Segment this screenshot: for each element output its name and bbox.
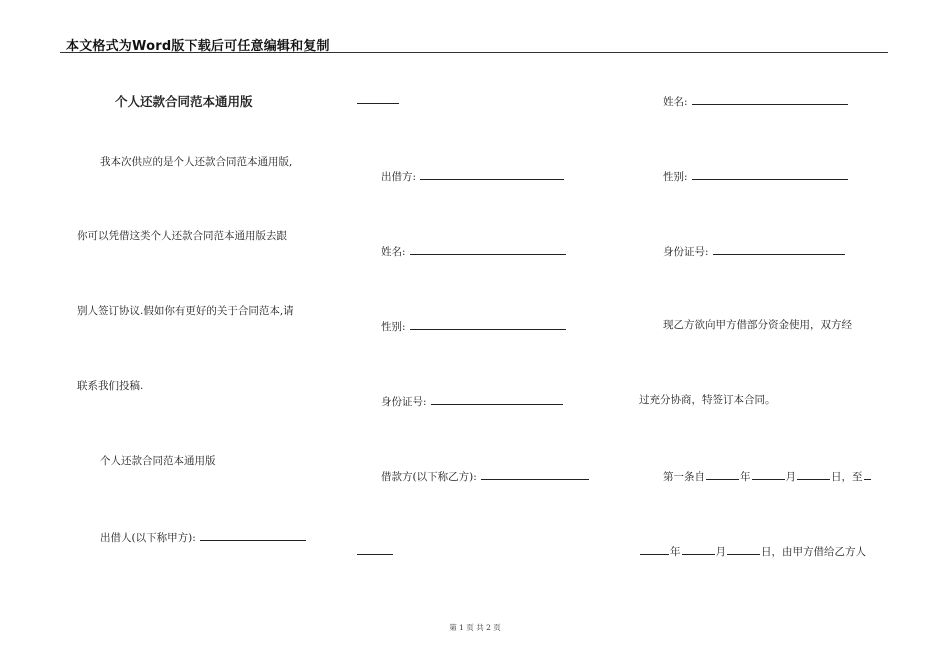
borrower-gender-line — [663, 168, 849, 184]
intro-line-3: 别人签订协议.假如你有更好的关于合同范本,请 — [77, 305, 294, 317]
lender-gender-line — [381, 318, 567, 334]
lender-id-label: 身份证号: — [381, 396, 427, 408]
end-month-blank[interactable] — [682, 543, 715, 555]
borrower-id-line — [663, 243, 846, 259]
start-day-blank[interactable] — [797, 468, 830, 480]
borrower-gender-blank[interactable] — [692, 168, 848, 180]
intro-line-2: 你可以凭借这类个人还款合同范本通用版去跟 — [77, 230, 287, 242]
borrower-name-line — [663, 93, 849, 109]
lender-label: 出借方: — [381, 171, 417, 183]
borrower-blank[interactable] — [481, 468, 589, 480]
col2-bottom-blank[interactable] — [357, 543, 393, 555]
end-year-unit: 年 — [670, 546, 681, 558]
lender-gender-blank[interactable] — [410, 318, 566, 330]
article-1-line-1 — [663, 468, 872, 484]
lender-party-line — [100, 529, 307, 545]
end-year-blank[interactable] — [640, 543, 669, 555]
borrower-line — [381, 468, 590, 484]
borrower-id-blank[interactable] — [713, 243, 845, 255]
lender-name-label: 姓名: — [381, 246, 406, 258]
lender-gender-label: 性别: — [381, 321, 406, 333]
borrower-id-label: 身份证号: — [663, 246, 709, 258]
lender-id-line — [381, 393, 564, 409]
lender-name-line — [381, 243, 567, 259]
end-trailing-blank[interactable] — [864, 468, 871, 480]
document-title: 个人还款合同范本通用版 — [115, 94, 253, 109]
start-day-unit: 日，至 — [831, 471, 863, 483]
borrower-name-blank[interactable] — [692, 93, 848, 105]
end-day-blank[interactable] — [727, 543, 760, 555]
start-year-blank[interactable] — [706, 468, 739, 480]
article-1-prefix: 第一条自 — [663, 471, 705, 483]
article-1-line-2 — [639, 543, 866, 559]
lender-blank[interactable] — [420, 168, 564, 180]
start-month-blank[interactable] — [752, 468, 785, 480]
subtitle: 个人还款合同范本通用版 — [100, 455, 216, 467]
start-year-unit: 年 — [740, 471, 751, 483]
agreement-para-line-2: 过充分协商，特签订本合同。 — [639, 394, 776, 406]
end-month-unit: 月 — [715, 546, 726, 558]
borrower-name-label: 姓名: — [663, 96, 688, 108]
lender-name-blank[interactable] — [410, 243, 566, 255]
intro-line-1: 我本次供应的是个人还款合同范本通用版, — [100, 156, 293, 168]
borrower-gender-label: 性别: — [663, 171, 688, 183]
lender-line — [381, 168, 565, 184]
agreement-para-line-1: 现乙方欲向甲方借部分资金使用，双方经 — [663, 319, 852, 331]
page-number: 第 1 页 共 2 页 — [449, 623, 501, 632]
lender-id-blank[interactable] — [431, 393, 563, 405]
col2-bottom-blank-line — [356, 543, 394, 559]
lender-party-label: 出借人(以下称甲方): — [100, 532, 196, 544]
document-header: 本文格式为Word版下载后可任意编辑和复制 — [66, 39, 330, 54]
start-month-unit: 月 — [785, 471, 796, 483]
lender-party-blank[interactable] — [200, 529, 306, 541]
end-day-text: 日，由甲方借给乙方人 — [761, 546, 866, 558]
borrower-label: 借款方(以下称乙方): — [381, 471, 477, 483]
header-divider — [60, 52, 888, 53]
col2-top-blank-line — [356, 92, 400, 108]
col2-top-blank[interactable] — [357, 92, 399, 104]
intro-line-4: 联系我们投稿. — [77, 380, 144, 392]
